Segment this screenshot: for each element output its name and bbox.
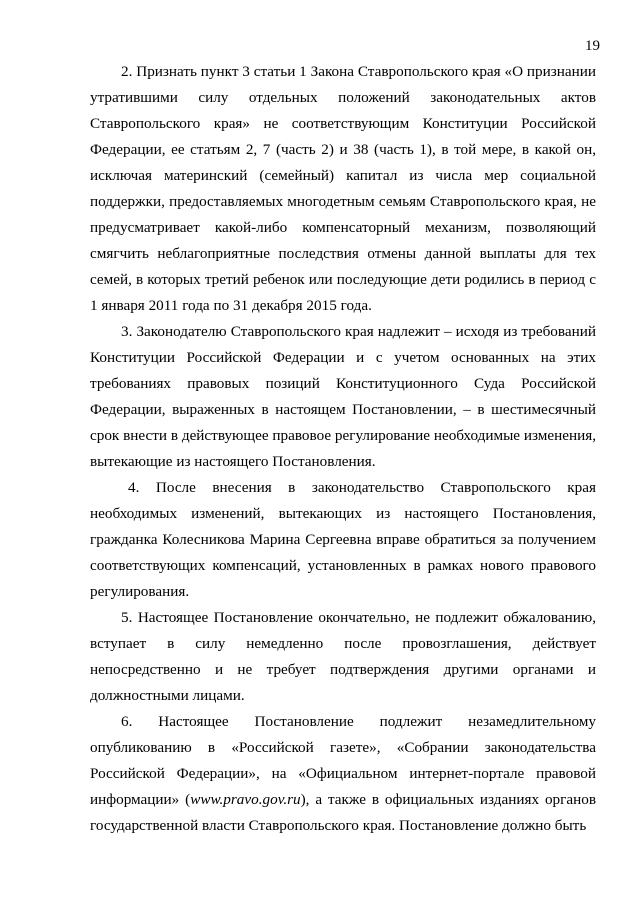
- pravo-website-link: www.pravo.gov.ru: [190, 791, 301, 808]
- paragraph-6-text-before: 6. Настоящее Постановление подлежит незамедлительному опубликованию в «Российской газете», «Собрании законодательства Российской Федерации», на «Официальном интернет-портале правовой информации» (: [90, 713, 596, 808]
- paragraph-6: [90, 709, 596, 839]
- paragraph-5: 5. Настоящее Постановление окончательно, не подлежит обжалованию, вступает в силу немедленно после провозглашения, действует непосредственно и не требует подтверждения другими органами и должностными лицами.: [90, 609, 596, 704]
- paragraph-4: 4. После внесения в законодательство Ставропольского края необходимых изменений, вытекающих из настоящего Постановления, гражданка Колесникова Марина Сергеевна вправе обратиться за получением соответствующих компенсаций, установленных в рамках нового правового регулирования.: [90, 479, 596, 600]
- document-body: [90, 59, 596, 839]
- page-number: 19: [585, 38, 600, 54]
- paragraph-3: 3. Законодателю Ставропольского края надлежит – исходя из требований Конституции Российской Федерации и с учетом основанных на этих требованиях правовых позиций Конституционного Суда Российской Федерации, выраженных в настоящем Постановлении, – в шестимесячный срок внести в действующее правовое регулирование необходимые изменения, вытекающие из настоящего Постановления.: [90, 323, 596, 470]
- paragraph-6-text-after: ), а также в официальных изданиях органов государственной власти Ставропольского края. Постановление должно быть: [90, 791, 596, 834]
- paragraph-2: 2. Признать пункт 3 статьи 1 Закона Ставропольского края «О признании утратившими силу отдельных положений законодательных актов Ставропольского края» не соответствующим Конституции Российской Федерации, ее статьям 2, 7 (часть 2) и 38 (часть 1), в той мере, в какой он, исключая материнский (семейный) капитал из числа мер социальной поддержки, предоставляемых многодетным семьям Ставропольского края, не предусматривает какой-либо компенсаторный механизм, позволяющий смягчить неблагоприятные последствия отмены данной выплаты для тех семей, в которых третий ребенок или последующие дети родились в период с 1 января 2011 года по 31 декабря 2015 года.: [90, 63, 596, 314]
